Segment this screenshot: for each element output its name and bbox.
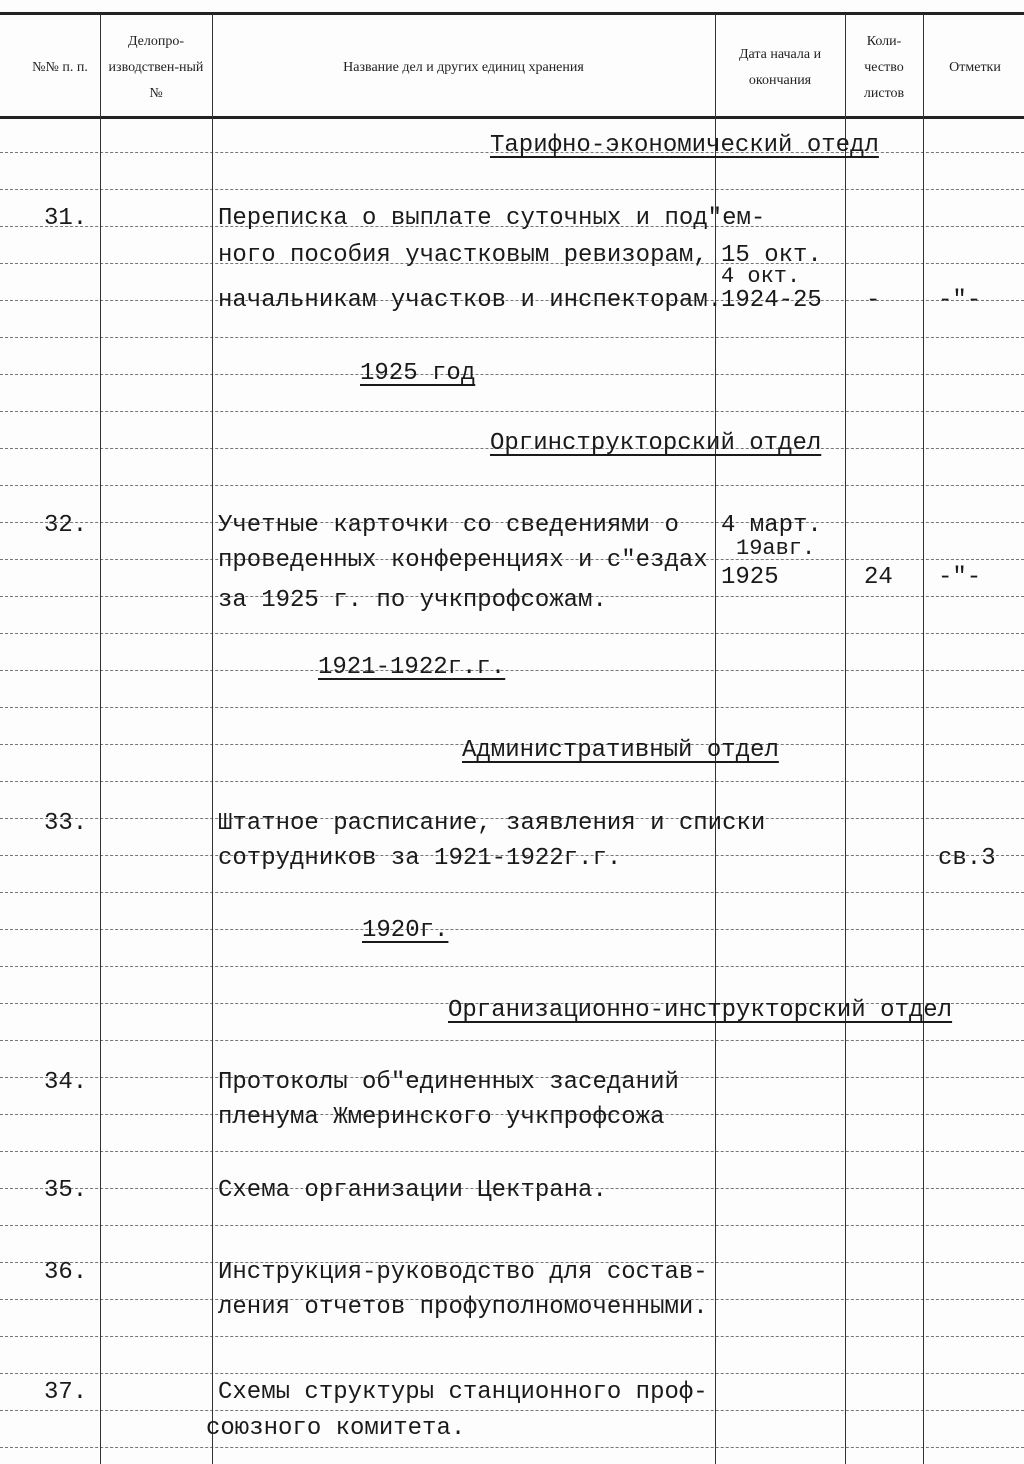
entry-title-line: союзного комитета.	[206, 1415, 466, 1442]
entry-title-line: сотрудников за 1921-1922г.г.	[218, 845, 622, 872]
ruled-line	[0, 1447, 1024, 1448]
section-heading: Административный отдел	[462, 737, 779, 764]
entry-number: 36.	[44, 1259, 88, 1286]
ruled-line	[0, 1373, 1024, 1374]
header-dates: Дата начала и окончания	[738, 47, 822, 88]
sheet-count: 24	[864, 564, 893, 591]
entry-title-line: Схемы структуры станционного проф-	[218, 1379, 708, 1406]
ruled-line	[0, 929, 1024, 930]
ruled-line	[0, 1040, 1024, 1041]
date-years: 1924-25	[721, 287, 822, 314]
entry-number: 33.	[44, 810, 88, 837]
entry-title-line: Переписка о выплате суточных и под"ем-	[218, 205, 766, 232]
ruled-line	[0, 411, 1024, 412]
entry-title-line: Инструкция-руководство для состав-	[218, 1259, 708, 1286]
entry-title-line: начальникам участков и инспекторам.	[218, 287, 723, 314]
date-end: 4 окт.	[721, 264, 801, 289]
ruled-line	[0, 374, 1024, 375]
ruled-line	[0, 1225, 1024, 1226]
section-heading: Оргинструкторский отдел	[490, 430, 822, 457]
ruled-line	[0, 1410, 1024, 1411]
ruled-line	[0, 189, 1024, 190]
year-heading: 1921-1922г.г.	[318, 654, 506, 681]
header-sheets: Коли-чество листов	[863, 34, 905, 101]
ruled-line	[0, 337, 1024, 338]
entry-number: 31.	[44, 205, 88, 232]
ruled-line	[0, 707, 1024, 708]
ruled-line	[0, 633, 1024, 634]
entry-number: 32.	[44, 512, 88, 539]
section-heading: Организационно-инструкторский отдел	[448, 997, 953, 1024]
entry-title-line: проведенных конференциях и с"ездах	[218, 547, 708, 574]
table-top-rule	[0, 12, 1024, 15]
date-start: 4 март.	[721, 512, 822, 539]
header-title: Название дел и других единиц хранения	[343, 60, 584, 75]
ruled-line	[0, 781, 1024, 782]
date-years: 1925	[721, 564, 779, 591]
ruled-line	[0, 1151, 1024, 1152]
entry-title-line: Штатное расписание, заявления и списки	[218, 810, 766, 837]
entry-title-line: ления отчетов профуполномоченными.	[218, 1294, 708, 1321]
entry-notes: св.3	[938, 845, 996, 872]
ruled-line	[0, 485, 1024, 486]
entry-notes: -"-	[938, 287, 982, 314]
entry-title-line: Учетные карточки со сведениями о	[218, 512, 679, 539]
section-heading: Тарифно-экономический отедл	[490, 132, 879, 159]
column-divider	[100, 14, 101, 1464]
ruled-line	[0, 1336, 1024, 1337]
column-divider	[212, 14, 213, 1464]
column-divider	[845, 14, 846, 1464]
ruled-line	[0, 670, 1024, 671]
entry-title-line: пленума Жмеринского учкпрофсожа	[218, 1104, 665, 1131]
entry-number: 34.	[44, 1069, 88, 1096]
ruled-line	[0, 966, 1024, 967]
entry-title-line: Протоколы об"единенных заседаний	[218, 1069, 679, 1096]
header-office-num: Делопро-изводствен-ный №	[108, 34, 204, 101]
year-heading: 1925 год	[360, 360, 476, 387]
entry-number: 37.	[44, 1379, 88, 1406]
header-notes: Отметки	[949, 60, 1001, 75]
sheet-count: -	[866, 287, 881, 314]
column-divider	[923, 14, 924, 1464]
entry-notes: -"-	[938, 564, 982, 591]
entry-title-line: Схема организации Цектрана.	[218, 1177, 607, 1204]
entry-title-line: ного пособия участковым ревизорам,	[218, 242, 708, 269]
year-heading: 1920г.	[362, 917, 449, 944]
ruled-line	[0, 892, 1024, 893]
date-end: 19авг.	[736, 536, 816, 561]
header-num: №№ п. п.	[32, 60, 88, 75]
entry-title-line: за 1925 г. по учкпрофсожам.	[218, 587, 607, 614]
entry-number: 35.	[44, 1177, 88, 1204]
date-start: 15 окт.	[721, 242, 822, 269]
